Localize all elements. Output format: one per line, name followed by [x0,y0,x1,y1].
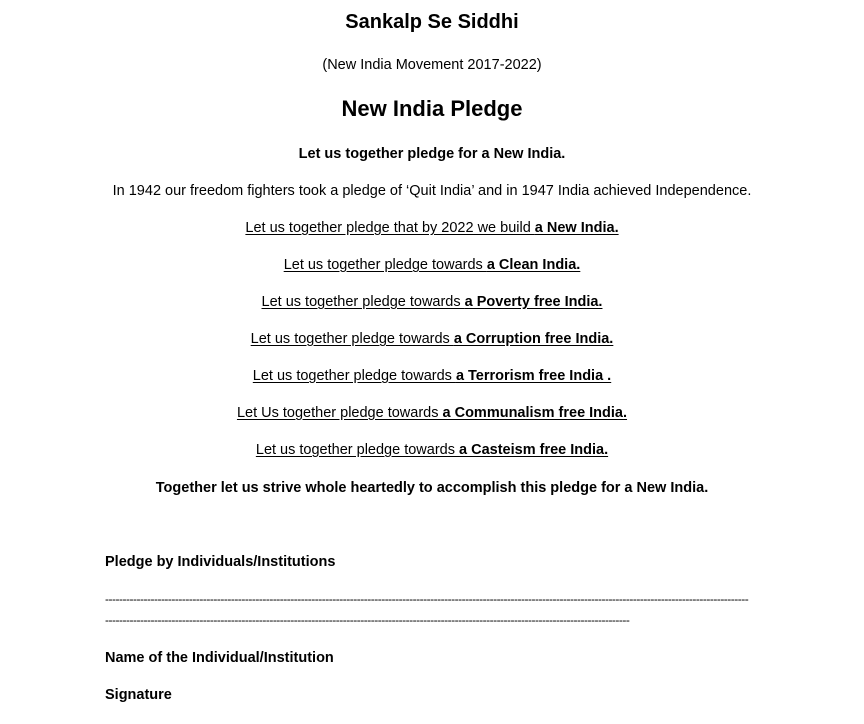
pledge-emphasis: a Clean India. [486,257,581,273]
closing-statement: Together let us strive whole heartedly to accomplish this pledge for a New India. [155,480,709,496]
pledge-emphasis: a Poverty free India. [464,294,603,310]
intro-history: In 1942 our freedom fighters took a pledge of ‘Quit India’ and in 1947 India achieved Independence. [112,183,752,199]
pledge-prefix: Let us together pledge towards [252,368,456,384]
pledge-emphasis: a Terrorism free India . [455,368,612,384]
pledge-line [0,440,864,460]
fill-in-line: ------------------------------------------------------------------------------------------------------------------------------------------------------ [105,613,630,627]
pledge-line [0,255,864,275]
pledge-emphasis: a New India. [534,220,619,236]
pledge-prefix: Let us together pledge towards [283,257,487,273]
pledge-prefix: Let us together pledge towards [255,442,460,458]
pledge-prefix: Let Us together pledge towards [236,405,443,421]
pledge-emphasis: a Communalism free India. [442,405,628,421]
document-title: Sankalp Se Siddhi [345,11,519,33]
pledge-text [251,331,614,347]
pledge-text [262,294,603,310]
pledge-prefix: Let us together pledge that by 2022 we build [245,220,535,236]
pledge-line [0,403,864,423]
pledge-text [256,442,608,458]
pledge-line [0,218,864,238]
pledge-text [284,257,581,273]
pledge-line [0,292,864,312]
pledge-line [0,329,864,349]
pledge-prefix: Let us together pledge towards [250,331,454,347]
fill-in-line: ---------------------------------------------------------------------------------------------------------------------------------------------------------------------------------------- [105,592,749,606]
pledge-by-label: Pledge by Individuals/Institutions [105,554,336,570]
pledge-text [245,220,618,236]
pledge-text [237,405,627,421]
pledge-emphasis: a Casteism free India. [459,442,609,458]
pledge-heading: New India Pledge [341,96,523,121]
name-label: Name of the Individual/Institution [105,650,334,666]
pledge-emphasis: a Corruption free India. [453,331,614,347]
intro-lead: Let us together pledge for a New India. [298,146,566,162]
pledge-line [0,366,864,386]
signature-label: Signature [105,687,172,703]
document-subtitle: (New India Movement 2017-2022) [322,57,542,73]
pledge-prefix: Let us together pledge towards [261,294,465,310]
pledge-text [253,368,611,384]
